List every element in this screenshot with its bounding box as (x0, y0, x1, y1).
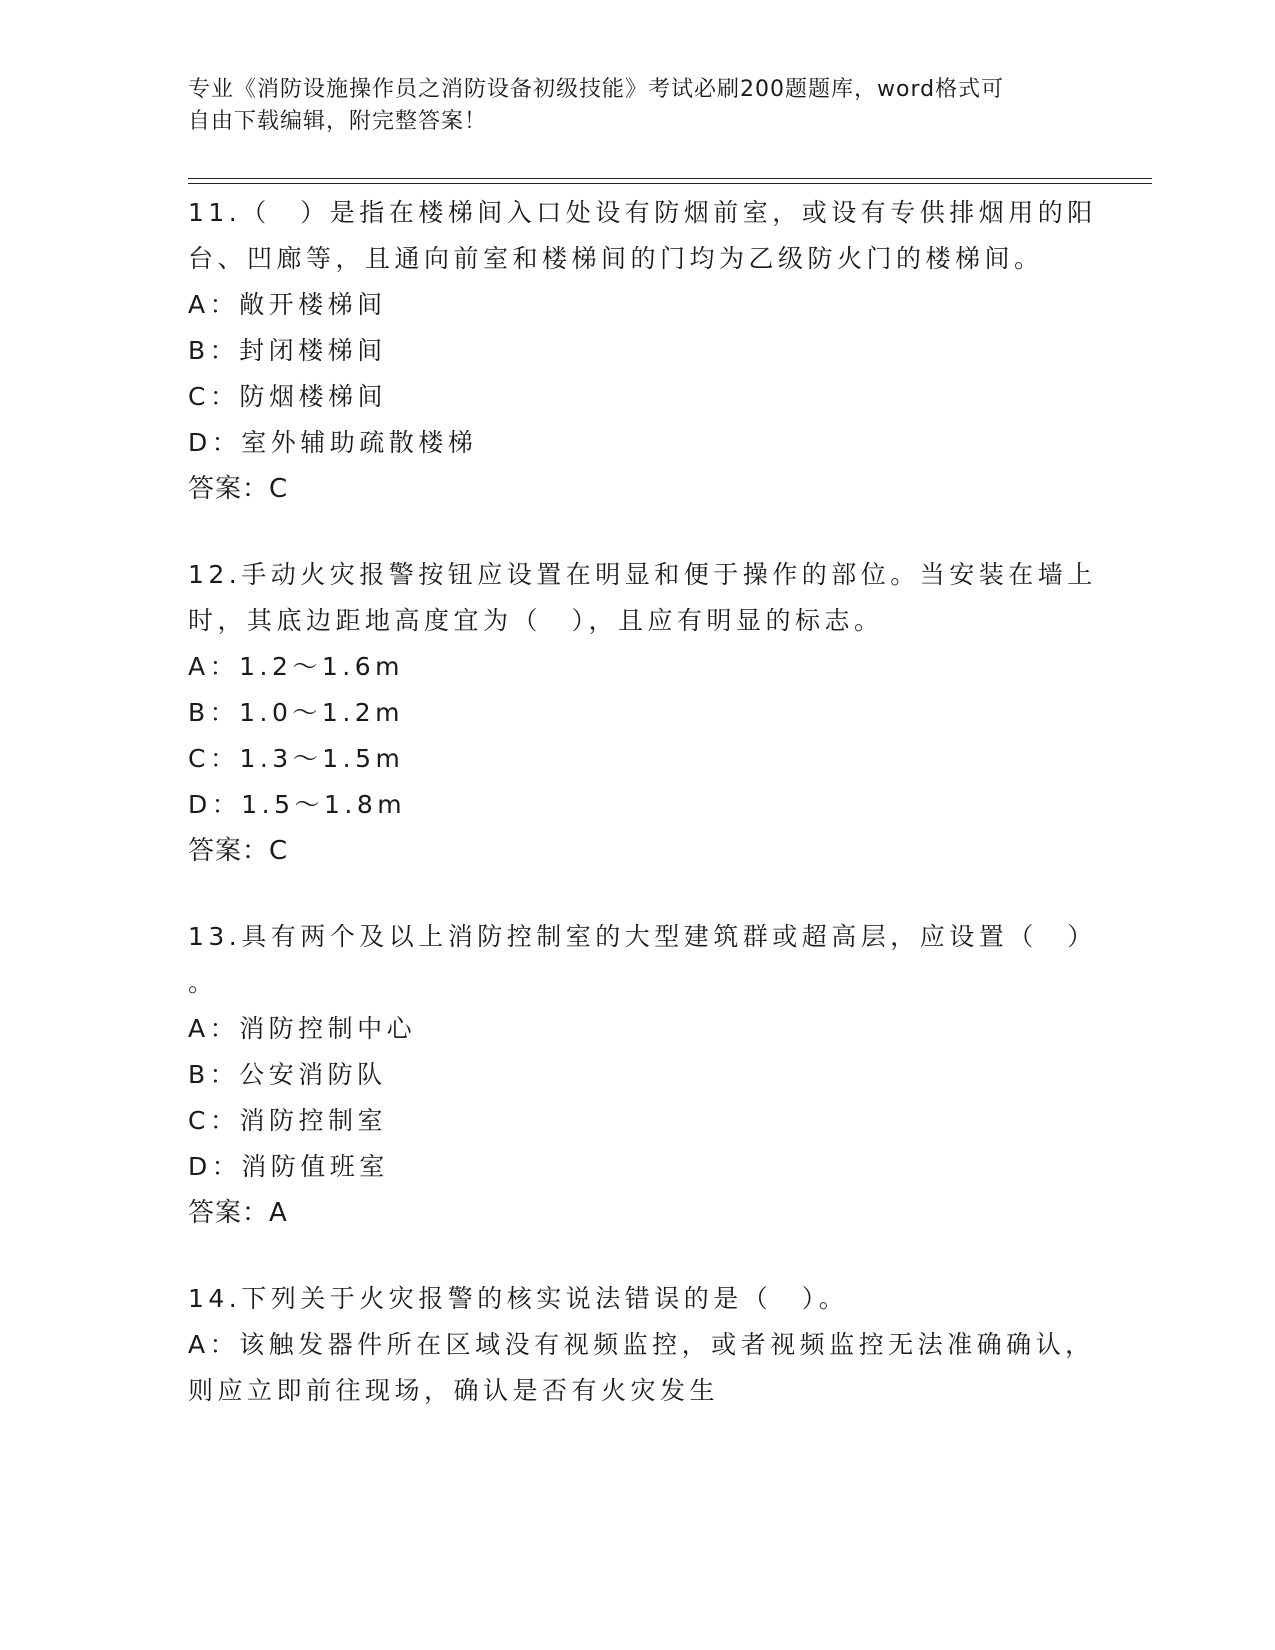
question-stem-line: 11.（ ）是指在楼梯间入口处设有防烟前室，或设有专供排烟用的阳 (188, 198, 1097, 227)
option-a: A：消防控制中心 (188, 1014, 417, 1043)
header-divider-top (188, 178, 1152, 179)
option-d: D：1.5～1.8m (188, 790, 407, 819)
question-spacer (188, 512, 1088, 552)
option-a-continued: 则应立即前往现场，确认是否有火灾发生 (188, 1376, 720, 1405)
answer-line: 答案：C (188, 474, 289, 504)
option-d: D：消防值班室 (188, 1152, 389, 1181)
option-a: A：敞开楼梯间 (188, 290, 387, 319)
header-line-2: 自由下载编辑，附完整答案！ (188, 109, 488, 134)
question-spacer (188, 1236, 1088, 1276)
question-14 (188, 1276, 1095, 1414)
option-c: C：消防控制室 (188, 1106, 387, 1135)
option-c: C：防烟楼梯间 (188, 382, 387, 411)
option-c: C：1.3～1.5m (188, 744, 405, 773)
question-13 (188, 914, 1097, 1236)
question-stem-line: 14.下列关于火灾报警的核实说法错误的是（ ）。 (188, 1284, 849, 1313)
answer-line: 答案：C (188, 836, 289, 866)
answer-line: 答案：A (188, 1198, 288, 1228)
header-divider-bottom (188, 183, 1152, 184)
header-line-1: 专业《消防设施操作员之消防设备初级技能》考试必刷200题题库，word格式可 (188, 77, 1005, 102)
option-a: A：1.2～1.6m (188, 652, 404, 681)
question-stem-line: 时，其底边距地高度宜为（ ），且应有明显的标志。 (188, 606, 884, 635)
question-stem-line: 12.手动火灾报警按钮应设置在明显和便于操作的部位。当安装在墙上 (188, 560, 1097, 589)
option-b: B：公安消防队 (188, 1060, 387, 1089)
question-spacer (188, 874, 1088, 914)
document-header (188, 74, 1088, 138)
question-stem-line: 台、凹廊等，且通向前室和楼梯间的门均为乙级防火门的楼梯间。 (188, 244, 1044, 273)
question-11 (188, 190, 1097, 512)
question-stem-line: 。 (188, 968, 218, 997)
option-b: B：封闭楼梯间 (188, 336, 387, 365)
question-stem-line: 13.具有两个及以上消防控制室的大型建筑群或超高层，应设置（ ） (188, 922, 1097, 951)
question-list (188, 190, 1097, 1414)
option-a: A：该触发器件所在区域没有视频监控，或者视频监控无法准确确认， (188, 1330, 1095, 1359)
option-b: B：1.0～1.2m (188, 698, 405, 727)
option-d: D：室外辅助疏散楼梯 (188, 428, 478, 457)
question-12 (188, 552, 1097, 874)
